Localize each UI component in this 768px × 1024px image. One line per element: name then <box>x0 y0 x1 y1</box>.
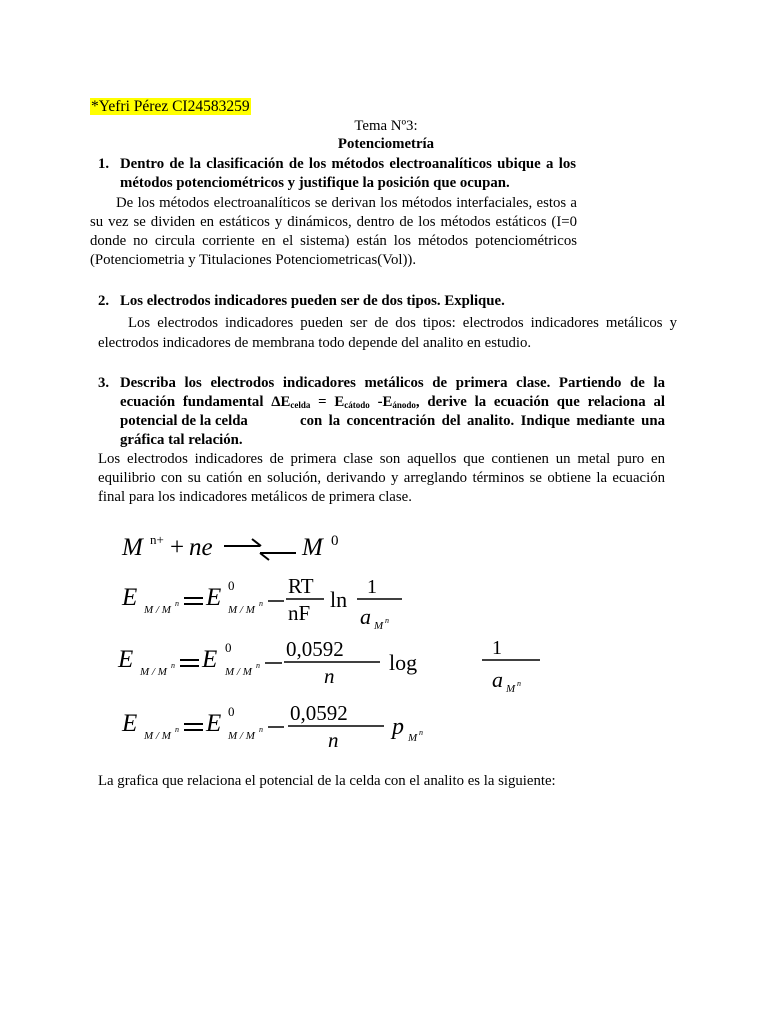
question-1-number: 1. <box>98 156 110 172</box>
question-2 <box>98 292 678 312</box>
question-1 <box>98 155 578 195</box>
svg-text:n: n <box>324 664 335 688</box>
svg-text:+: + <box>170 534 185 561</box>
svg-text:1: 1 <box>492 637 502 659</box>
svg-text:n: n <box>385 616 389 625</box>
svg-text:1: 1 <box>367 576 377 598</box>
svg-text:M: M <box>374 620 384 632</box>
svg-text:E: E <box>122 710 138 737</box>
answer-2: Los electrodos indicadores pueden ser de dos tipos: electrodos indicadores metálicos y electrodos indicadores de membrana todo depende del analito en estudio. <box>98 315 677 351</box>
equation-3 <box>117 637 540 695</box>
svg-text:E: E <box>206 584 222 611</box>
svg-text:n: n <box>256 661 260 670</box>
question-3-line-2: ecuación fundamental $\Delta E_{celda} = E_{cátodo}$ $-E_{ánodo}$, derive la ecuación que relaciona al <box>120 394 665 410</box>
svg-text:0: 0 <box>228 578 235 593</box>
page-title: Potenciometría <box>337 136 435 152</box>
svg-text:a: a <box>492 667 503 692</box>
equation-1 <box>121 532 339 561</box>
question-2-number: 2. <box>98 293 110 309</box>
svg-text:M / M: M / M <box>228 730 255 742</box>
svg-text:n: n <box>175 725 179 734</box>
svg-text:n: n <box>328 728 339 752</box>
svg-text:RT: RT <box>288 574 314 598</box>
svg-text:M / M: M / M <box>140 666 167 678</box>
question-3-line-1: Describa los electrodos indicadores metálicos de primera clase. Partiendo de la <box>120 375 665 391</box>
author-line <box>90 98 251 116</box>
svg-text:n: n <box>517 679 521 688</box>
svg-text:M: M <box>506 683 516 695</box>
svg-text:M / M: M / M <box>144 604 171 616</box>
author-highlight: *Yefri Pérez CI24583259 <box>91 98 250 115</box>
svg-text:log: log <box>389 650 418 675</box>
svg-text:p: p <box>392 714 404 740</box>
answer-3: Los electrodos indicadores de primera clase son aquellos que contienen un metal puro en equilibrio con su catión en solución, derivando y arreglando términos se obtiene la ecuación final para los indicadores metálicos de primera clase. <box>98 451 665 505</box>
equation-2 <box>121 574 402 632</box>
svg-text:ne: ne <box>189 534 213 561</box>
svg-text:M / M: M / M <box>228 604 255 616</box>
closing-text: La grafica que relaciona el potencial de la celda con el analito es la siguiente: <box>98 773 556 789</box>
question-1-text: Dentro de la clasificación de los métodos electroanalíticos ubique a los métodos potenciométricos y justifique la posición que ocupan. <box>120 156 576 191</box>
svg-text:a: a <box>360 604 371 629</box>
svg-text:0: 0 <box>225 640 232 655</box>
equation-4 <box>121 701 423 752</box>
topic-line: Tema Nº3: <box>354 118 418 134</box>
question-3 <box>98 374 665 454</box>
svg-text:E: E <box>118 646 134 673</box>
svg-text:M / M: M / M <box>225 666 252 678</box>
svg-text:ln: ln <box>330 587 348 612</box>
svg-text:0,0592: 0,0592 <box>286 637 344 661</box>
question-2-text: Los electrodos indicadores pueden ser de dos tipos. Explique. <box>120 293 505 309</box>
svg-text:nF: nF <box>288 601 311 625</box>
svg-text:0: 0 <box>331 533 339 549</box>
svg-text:n+: n+ <box>150 532 164 547</box>
equations-figure <box>112 525 562 760</box>
question-3-line-4: gráfica tal relación. <box>120 432 243 448</box>
svg-text:n: n <box>259 599 263 608</box>
svg-text:n: n <box>259 725 263 734</box>
answer-1: De los métodos electroanalíticos se derivan los métodos interfaciales, estos a su vez se dividen en estáticos y dinámicos, dentro de los métodos estáticos (I=0 donde no circula corriente en el sistema) están los métodos potenciométricos (Potenciometria y Titulaciones Potenciometricas(Vol)). <box>90 195 577 268</box>
svg-text:n: n <box>171 661 175 670</box>
svg-text:E: E <box>206 710 222 737</box>
svg-text:0: 0 <box>228 704 235 719</box>
svg-text:E: E <box>122 584 138 611</box>
svg-text:E: E <box>202 646 218 673</box>
svg-text:n: n <box>419 728 423 737</box>
svg-text:M: M <box>122 534 143 561</box>
question-3-line-3: potencial de la celda con la concentración del analito. Indique mediante una <box>120 413 665 429</box>
svg-text:n: n <box>175 599 179 608</box>
svg-text:M / M: M / M <box>144 730 171 742</box>
svg-text:M: M <box>408 732 418 744</box>
question-3-number: 3. <box>98 375 110 391</box>
svg-text:M: M <box>302 534 323 561</box>
svg-text:0,0592: 0,0592 <box>290 701 348 725</box>
